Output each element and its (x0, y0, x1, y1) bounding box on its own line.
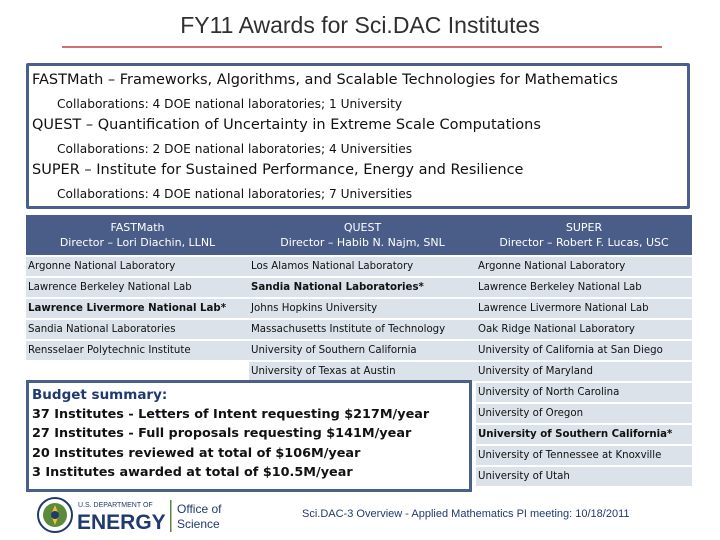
header-quest (249, 215, 476, 255)
table-row (26, 320, 692, 339)
table-header-row (26, 215, 692, 255)
doe-office-of-science-logo (36, 494, 246, 536)
institutes-summary-box (26, 63, 690, 209)
quest-cell: Johns Hopkins University (249, 299, 476, 318)
title-underline (62, 46, 662, 48)
super-cell: University of California at San Diego (476, 341, 692, 360)
header-quest-director: Director – Habib N. Najm, SNL (280, 236, 445, 249)
quest-cell: University of Texas at Austin (249, 362, 476, 381)
logo-dept-text: U.S. DEPARTMENT OF (78, 502, 153, 509)
header-super-director: Director – Robert F. Lucas, USC (499, 236, 669, 249)
super-cell: University of Oregon (476, 404, 692, 423)
fastmath-cell: Lawrence Livermore National Lab* (26, 299, 249, 318)
table-row (26, 299, 692, 318)
super-cell: University of Utah (476, 467, 692, 486)
institute-collab-quest: Collaborations: 2 DOE national laboratories; 4 Universities (57, 142, 413, 156)
quest-cell: Sandia National Laboratories* (249, 278, 476, 297)
super-cell: University of Maryland (476, 362, 692, 381)
page-title: FY11 Awards for Sci.DAC Institutes (180, 12, 540, 38)
header-super (476, 215, 692, 255)
quest-cell: Los Alamos National Laboratory (249, 257, 476, 276)
budget-summary-box (26, 380, 472, 492)
fastmath-cell: Lawrence Berkeley National Lab (26, 278, 249, 297)
institute-name-quest: QUEST – Quantification of Uncertainty in Extreme Scale Computations (32, 117, 541, 133)
header-quest-name: QUEST (343, 221, 382, 234)
table-row (26, 278, 692, 297)
header-fastmath-director: Director – Lori Diachin, LLNL (59, 236, 216, 249)
footer-caption: Sci.DAC-3 Overview - Applied Mathematics PI meeting: 10/18/2011 (302, 508, 630, 520)
budget-title: Budget summary: (32, 387, 168, 403)
super-cell: Lawrence Berkeley National Lab (476, 278, 692, 297)
empty-cell (26, 362, 249, 381)
logo-divider (170, 500, 172, 532)
doe-seal-icon (38, 498, 72, 532)
logo-energy-text: ENERGY (77, 511, 166, 534)
budget-line: 20 Institutes reviewed at total of $106M/year (32, 445, 361, 461)
fastmath-cell: Sandia National Laboratories (26, 320, 249, 339)
header-fastmath (26, 215, 249, 255)
logo-office-text: Office of (177, 502, 222, 516)
super-cell: Oak Ridge National Laboratory (476, 320, 692, 339)
quest-cell: University of Southern California (249, 341, 476, 360)
table-row (26, 341, 692, 360)
institute-name-super: SUPER – Institute for Sustained Performance, Energy and Resilience (32, 162, 524, 178)
fastmath-cell: Argonne National Laboratory (26, 257, 249, 276)
table-row (26, 362, 692, 381)
super-cell: Lawrence Livermore National Lab (476, 299, 692, 318)
institute-collab-fastmath: Collaborations: 4 DOE national laboratories; 1 University (57, 97, 403, 111)
budget-line: 27 Institutes - Full proposals requesting $141M/year (32, 426, 412, 442)
fastmath-cell: Rensselaer Polytechnic Institute (26, 341, 249, 360)
super-cell: University of Tennessee at Knoxville (476, 446, 692, 465)
institute-name-fastmath: FASTMath – Frameworks, Algorithms, and Scalable Technologies for Mathematics (32, 72, 618, 88)
header-super-name: SUPER (565, 221, 603, 234)
super-cell: University of North Carolina (476, 383, 692, 402)
budget-line: 3 Institutes awarded at total of $10.5M/year (32, 464, 353, 480)
table-row (26, 257, 692, 276)
budget-line: 37 Institutes - Letters of Intent requesting $217M/year (32, 407, 430, 422)
institute-collab-super: Collaborations: 4 DOE national laboratories; 7 Universities (57, 187, 413, 201)
super-cell: University of Southern California* (476, 425, 692, 444)
logo-science-text: Science (177, 517, 220, 531)
header-fastmath-name: FASTMath (110, 221, 165, 234)
super-cell: Argonne National Laboratory (476, 257, 692, 276)
quest-cell: Massachusetts Institute of Technology (249, 320, 476, 339)
